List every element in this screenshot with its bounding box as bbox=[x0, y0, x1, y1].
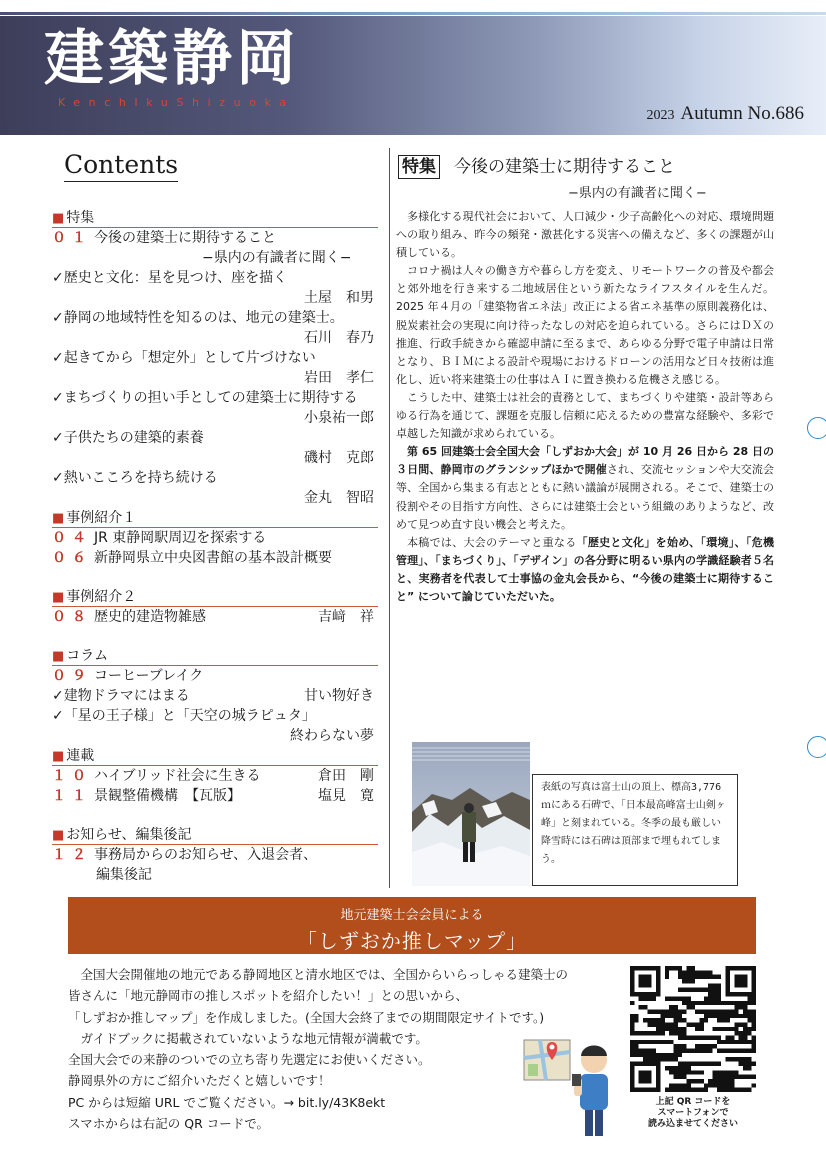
toc-page-number: １０ bbox=[52, 768, 92, 784]
toc-entry-title: コーヒーブレイク bbox=[94, 668, 204, 684]
toc-entry[interactable] bbox=[52, 268, 378, 288]
toc-entry-title: ハイブリッド社会に生きる bbox=[94, 768, 261, 784]
article-bold-text: 第 65 回建築士会全国大会「しずおか大会」が 10 月 26 日から 28 日の３日間、静岡市のグランシップほかで開催 bbox=[396, 445, 774, 477]
toc-entry-title: 景観整備機構 【瓦版】 bbox=[94, 788, 241, 804]
toc-page-number: １２ bbox=[52, 847, 92, 863]
toc-spacer bbox=[52, 806, 378, 825]
banner-title: 「しずおか推しマップ」 bbox=[296, 929, 528, 953]
binder-hole-icon bbox=[807, 736, 826, 758]
article-paragraph bbox=[396, 534, 774, 606]
toc-section-label: コラム bbox=[66, 648, 109, 664]
column-divider bbox=[389, 148, 390, 888]
toc-subtitle: −県内の有識者に聞く− bbox=[202, 250, 352, 266]
feature-tag: 特集 bbox=[398, 155, 440, 179]
toc-page-number: ０９ bbox=[52, 668, 92, 684]
toc-entry[interactable] bbox=[52, 468, 378, 488]
toc-author: 甘い物好き bbox=[304, 688, 374, 704]
promo-line: 皆さんに「地元静岡市の推しスポットを紹介したい！」との思いから、 bbox=[68, 988, 469, 1004]
toc-entry-title: 事務局からのお知らせ、入退会者、 bbox=[94, 847, 318, 863]
toc-section-heading bbox=[52, 508, 378, 528]
table-of-contents bbox=[52, 208, 378, 885]
article-paragraph: コロナ禍は人々の働き方や暮らし方を変え、リモートワークの普及や都会と郊外地を行き来する二地域居住という新たなライフスタイルを生んだ。2025 年４月の「建築物省エネ法」改正による省エネ基準の原則義務化は、脱炭素社会の実現に向け待ったなしの対応を迫られている。さらにはＤＸの推進、行政手続きから確認申請に至るまで、あらゆる分野で電子申請は日常となり、ＢＩＭによる設計や現場におけるドローンの活用など日々技術は進化し、近い将来建築士の仕事はＡＩに置き換わる危機さえ感じる。 bbox=[396, 264, 774, 386]
photo-caption: 表紙の写真は富士山の頂上、標高3,776ｍにある石碑で、「日本最高峰富士山剣ヶ峰」と刻まれている。冬季の最も厳しい降雪時には石碑は頂部まで埋もれてしまう。 bbox=[532, 774, 738, 886]
toc-page-number: ０８ bbox=[52, 609, 92, 625]
banner-subtitle: 地元建築士会会員による bbox=[340, 908, 484, 923]
promo-banner bbox=[68, 897, 756, 954]
promo-link-line[interactable]: PC からは短縮 URL でご覧ください。→ bit.ly/43K8ekt bbox=[68, 1094, 386, 1110]
toc-author: 石川 春乃 bbox=[304, 330, 374, 346]
toc-page-number: １１ bbox=[52, 788, 92, 804]
toc-entry[interactable] bbox=[52, 528, 378, 548]
contents-heading: Contents bbox=[64, 150, 178, 182]
toc-page-number: ０１ bbox=[52, 230, 92, 246]
toc-entry-title: ✓起きてから「想定外」として片づけない bbox=[52, 350, 316, 366]
toc-section-label: 特集 bbox=[66, 210, 95, 226]
section-square-icon: ■ bbox=[52, 590, 65, 605]
section-square-icon: ■ bbox=[52, 649, 65, 664]
feature-subtitle: −県内の有識者に聞く− bbox=[568, 186, 707, 201]
toc-entry[interactable] bbox=[52, 607, 378, 627]
toc-entry[interactable] bbox=[52, 686, 378, 706]
toc-entry[interactable] bbox=[52, 706, 378, 726]
issue-label bbox=[647, 103, 805, 125]
toc-entry[interactable] bbox=[52, 388, 378, 408]
toc-author: 磯村 克郎 bbox=[304, 450, 374, 466]
promo-line: 全国大会での来静のついでの立ち寄り先選定にお使いください。 bbox=[68, 1052, 431, 1068]
qr-code[interactable] bbox=[630, 966, 756, 1092]
toc-entry-title: ✓熱いこころを持ち続ける bbox=[52, 470, 218, 486]
cover-photo bbox=[412, 742, 530, 886]
toc-section-heading bbox=[52, 746, 378, 766]
person-with-map-illustration bbox=[522, 1030, 622, 1142]
toc-entry-title: ✓まちづくりの担い手としての建築士に期待する bbox=[52, 390, 358, 406]
section-square-icon: ■ bbox=[52, 749, 65, 764]
promo-line: 静岡県外の方にご紹介いただくと嬉しいです！ bbox=[68, 1073, 331, 1089]
toc-page-number: ０６ bbox=[52, 550, 92, 566]
toc-spacer bbox=[52, 627, 378, 646]
toc-author: 終わらない夢 bbox=[290, 728, 374, 744]
toc-author: 岩田 孝仁 bbox=[304, 370, 374, 386]
feature-heading bbox=[398, 152, 675, 179]
feature-title: 今後の建築士に期待すること bbox=[454, 157, 675, 177]
toc-entry[interactable] bbox=[52, 766, 378, 786]
article-paragraph bbox=[396, 443, 774, 533]
toc-entry-title: ✓子供たちの建築的素養 bbox=[52, 430, 204, 446]
article-text: 本稿では、大会のテーマと重なる bbox=[407, 535, 577, 549]
toc-section-heading bbox=[52, 208, 378, 228]
toc-author: 吉﨑 祥 bbox=[318, 609, 374, 625]
toc-entry[interactable] bbox=[52, 228, 378, 248]
toc-section-label: 連載 bbox=[66, 748, 95, 764]
section-square-icon: ■ bbox=[52, 511, 65, 526]
toc-spacer bbox=[52, 568, 378, 587]
toc-entry-title: ✓「星の王子様」と「天空の城ラピュタ」 bbox=[52, 708, 316, 724]
toc-page-number: ０４ bbox=[52, 530, 92, 546]
toc-entry-title: 歴史的建造物雑感 bbox=[94, 609, 206, 625]
toc-continuation[interactable]: 編集後記 bbox=[96, 867, 152, 883]
toc-section-label: お知らせ、編集後記 bbox=[66, 827, 192, 843]
toc-entry[interactable] bbox=[52, 786, 378, 806]
toc-author: 倉田 剛 bbox=[318, 768, 374, 784]
top-rule bbox=[0, 0, 826, 16]
article-text: され、交流セッションや大交流会等、全国から集まる有志とともに熱い議論が展開される。そこで、建築士の役割やその目指す方向性、さらには建築士会という組織のありようなど、改めて見つめ直す良い機会と考えた。 bbox=[396, 463, 774, 531]
masthead bbox=[0, 0, 826, 135]
toc-author: 塩見 寛 bbox=[318, 788, 374, 804]
promo-line: スマホからは右記の QR コードで。 bbox=[68, 1116, 269, 1132]
promo-line: ガイドブックに掲載されていないような地元情報が満載です。 bbox=[80, 1030, 428, 1046]
feature-article bbox=[396, 208, 774, 606]
toc-section-heading bbox=[52, 825, 378, 845]
toc-author: 小泉祐一郎 bbox=[304, 410, 374, 426]
toc-entry-title: JR 東静岡駅周辺を探索する bbox=[94, 530, 267, 546]
magazine-logo: 建築静岡 bbox=[44, 24, 300, 94]
article-paragraph: 多様化する現代社会において、人口減少・少子高齢化への対応、環境問題への取り組み、昨今の頻発・激甚化する災害への備えなど、多くの課題が山積している。 bbox=[396, 210, 774, 260]
toc-entry-title: ✓歴史と文化：星を見つけ、座を描く bbox=[52, 270, 288, 286]
toc-entry[interactable] bbox=[52, 666, 378, 686]
toc-author: 金丸 智昭 bbox=[304, 490, 374, 506]
toc-author: 土屋 和男 bbox=[304, 290, 374, 306]
binder-hole-icon bbox=[807, 417, 826, 439]
toc-section-label: 事例紹介２ bbox=[66, 589, 137, 605]
toc-entry[interactable] bbox=[52, 308, 378, 328]
toc-section-heading bbox=[52, 646, 378, 666]
article-bold-text: 「歴史と文化」を始め、「環境」、「危機管理」、「まちづくり」、「デザイン」の各分野に明るい県内の学識経験者５名と、実務者を代表して士事協の金丸会長から、“今後の建築士に期待すること” について論じていただいた。 bbox=[396, 535, 775, 603]
toc-entry-title: ✓静岡の地域特性を知るのは、地元の建築士。 bbox=[52, 310, 344, 326]
toc-section-label: 事例紹介１ bbox=[66, 510, 137, 526]
qr-instruction: 上記 QR コードを スマートフォンで 読み込ませてください bbox=[647, 1097, 738, 1129]
toc-entry-title: 今後の建築士に期待すること bbox=[94, 230, 276, 246]
toc-entry-title: 新静岡県立中央図書館の基本設計概要 bbox=[94, 550, 332, 566]
promo-line: 全国大会開催地の地元である静岡地区と清水地区では、全国からいらっしゃる建築士の bbox=[80, 967, 569, 982]
toc-entry[interactable] bbox=[52, 348, 378, 368]
section-square-icon: ■ bbox=[52, 211, 65, 226]
section-square-icon: ■ bbox=[52, 828, 65, 843]
toc-section-heading bbox=[52, 587, 378, 607]
issue-number: Autumn No.686 bbox=[680, 103, 804, 124]
toc-entry[interactable] bbox=[52, 428, 378, 448]
toc-entry[interactable] bbox=[52, 548, 378, 568]
toc-entry-title: ✓建物ドラマにはまる bbox=[52, 688, 190, 704]
logo-romaji: KenchIkuShizuoka bbox=[58, 96, 295, 109]
promo-line: 「しずおか推しマップ」を作成しました。(全国大会終了までの期間限定サイトです。) bbox=[68, 1009, 545, 1025]
article-paragraph: こうした中、建築士は社会的責務として、まちづくりや建築・設計等あらゆる行為を通じて、課題を克服し信頼に応えるための豊富な経験や、多彩で卓越した知識が求められている。 bbox=[396, 390, 774, 441]
issue-year: 2023 bbox=[646, 108, 675, 123]
toc-entry[interactable] bbox=[52, 845, 378, 865]
